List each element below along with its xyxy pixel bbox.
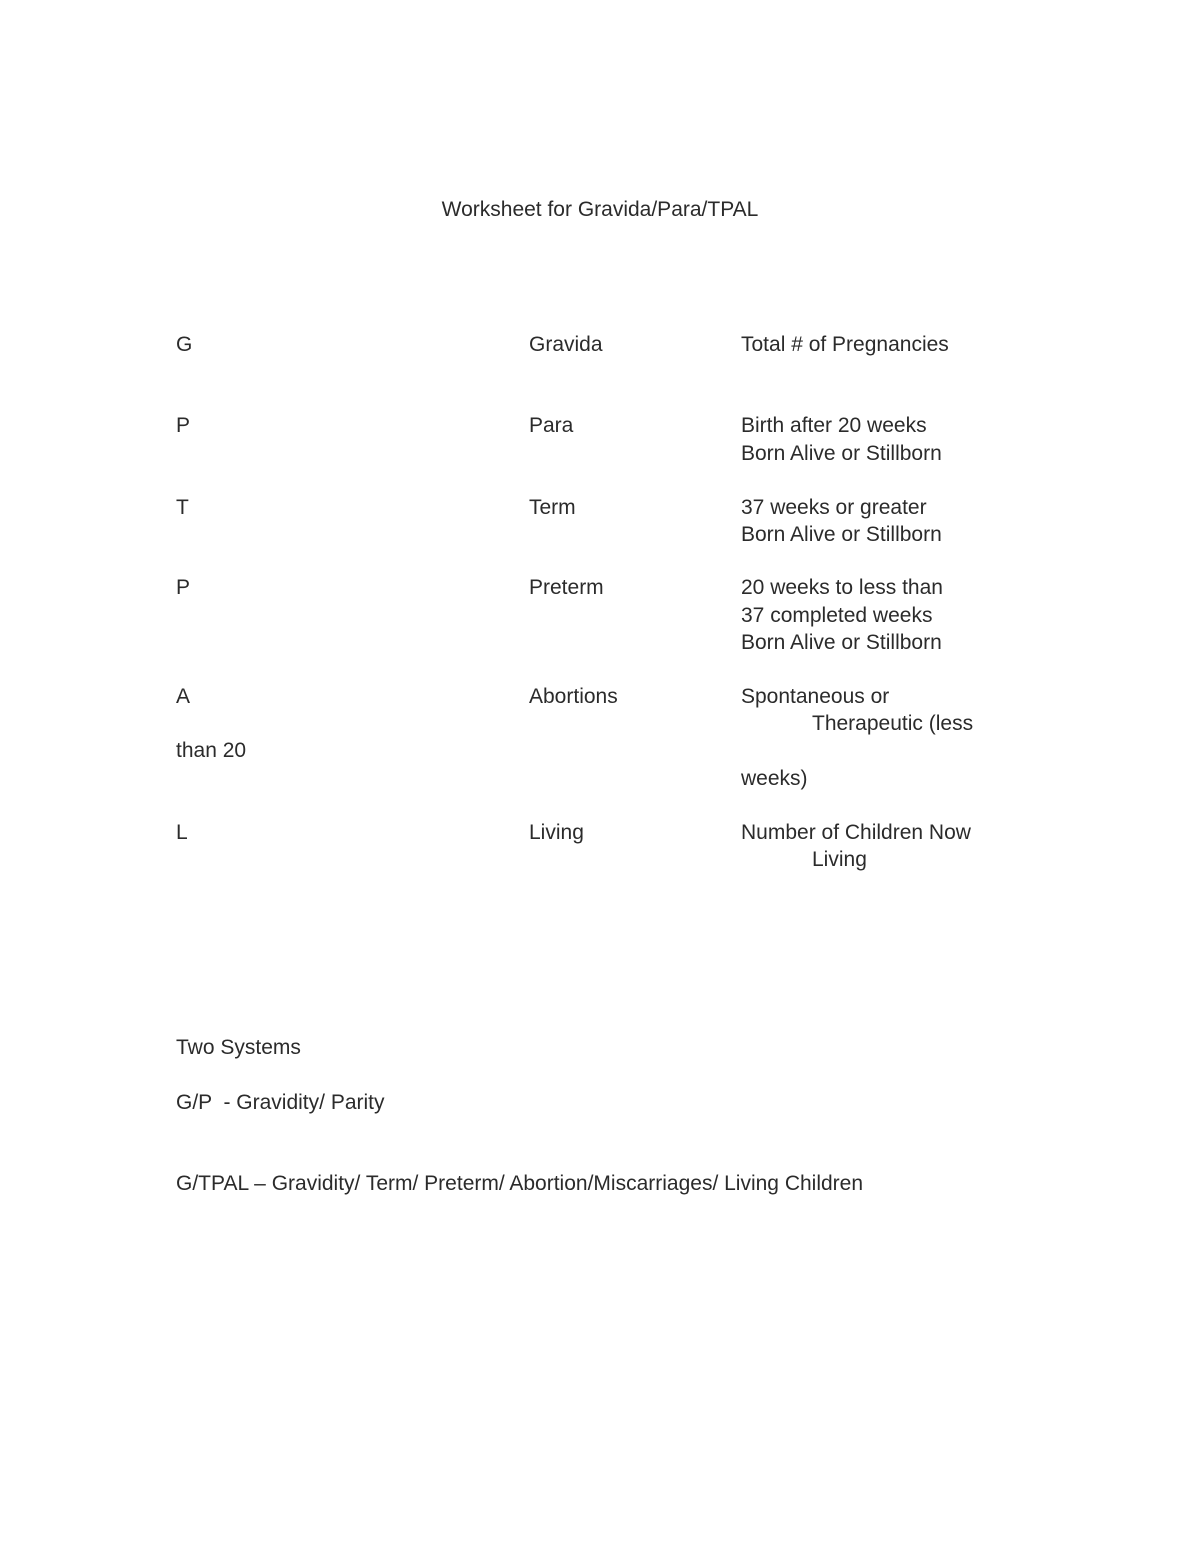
- row-definition-term-line1: 37 weeks or greater: [741, 496, 927, 519]
- row-definition-abortions-line2: Therapeutic (less: [812, 712, 974, 735]
- systems-heading: Two Systems: [176, 1036, 301, 1059]
- row-letter-t: T: [176, 496, 189, 519]
- row-definition-para-line2: Born Alive or Stillborn: [741, 442, 942, 465]
- row-definition-gravida: Total # of Pregnancies: [741, 333, 949, 356]
- row-definition-living-line1: Number of Children Now: [741, 821, 971, 844]
- system-gtpal: G/TPAL – Gravidity/ Term/ Preterm/ Abortion/Miscarriages/ Living Children: [176, 1172, 864, 1195]
- row-definition-abortions-line1: Spontaneous or: [741, 685, 890, 708]
- row-definition-preterm-line2: 37 completed weeks: [741, 604, 933, 627]
- row-term-para: Para: [529, 414, 574, 437]
- row-definition-para-line1: Birth after 20 weeks: [741, 414, 927, 437]
- row-term-gravida: Gravida: [529, 333, 603, 356]
- page-title: Worksheet for Gravida/Para/TPAL: [441, 198, 759, 221]
- row-letter-l: L: [176, 821, 188, 844]
- row-definition-term-line2: Born Alive or Stillborn: [741, 523, 942, 546]
- row-letter-p: P: [176, 414, 191, 437]
- row-term-term: Term: [529, 496, 576, 519]
- row-definition-abortions-line4: weeks): [741, 767, 808, 790]
- row-letter-p-preterm: P: [176, 576, 191, 599]
- row-definition-abortions-line3: than 20: [176, 739, 247, 762]
- row-definition-living-line2: Living: [812, 848, 867, 871]
- row-letter-a: A: [176, 685, 191, 708]
- row-term-living: Living: [529, 821, 584, 844]
- row-term-preterm: Preterm: [529, 576, 604, 599]
- row-term-abortions: Abortions: [529, 685, 618, 708]
- row-definition-preterm-line3: Born Alive or Stillborn: [741, 631, 942, 654]
- system-gp: G/P - Gravidity/ Parity: [176, 1091, 385, 1114]
- row-definition-preterm-line1: 20 weeks to less than: [741, 576, 943, 599]
- row-letter-g: G: [176, 333, 193, 356]
